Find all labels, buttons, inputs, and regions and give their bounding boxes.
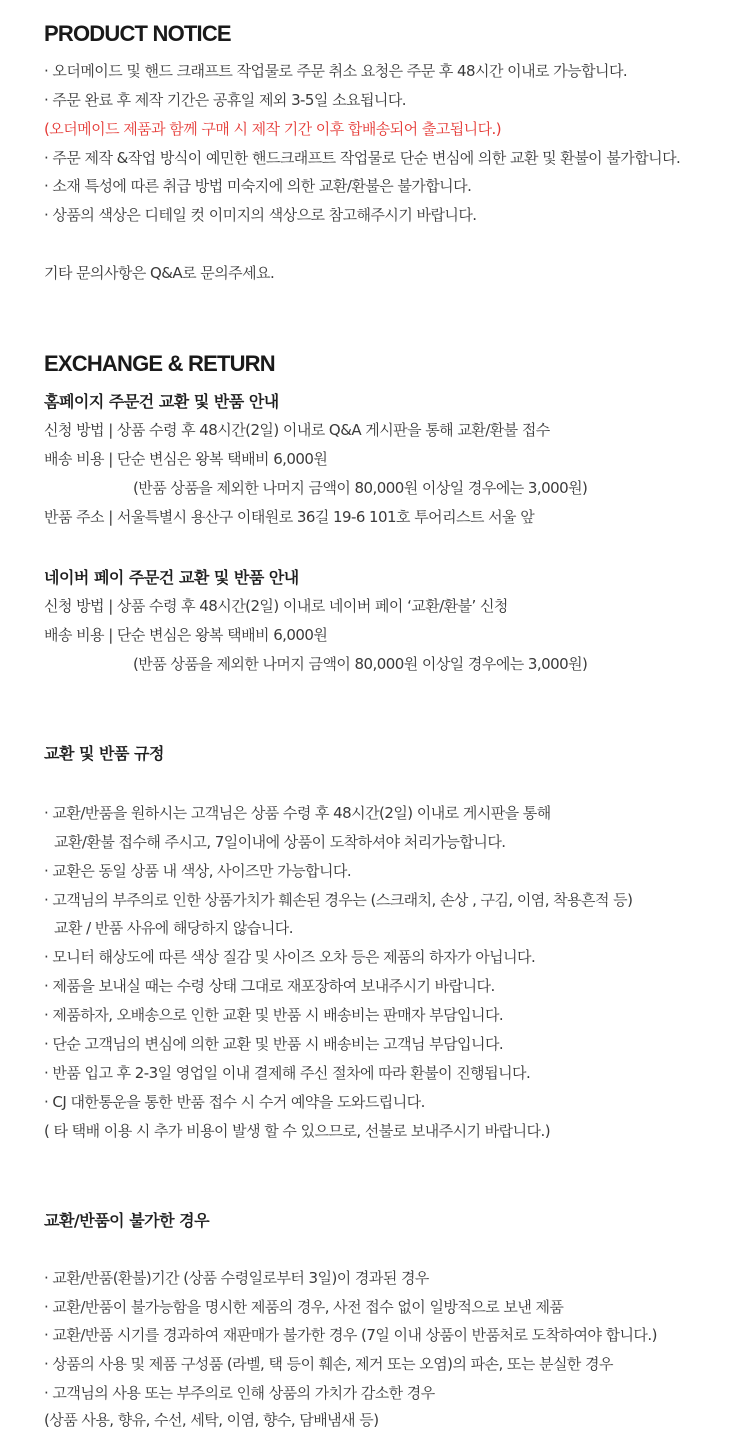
unavailable-title: 교환/반품이 불가한 경우 <box>44 1211 210 1230</box>
policy-line: ( 타 택배 이용 시 추가 비용이 발생 할 수 있으므로, 선불로 보내주시기 바랍니다.) <box>44 1122 551 1140</box>
policy-line: 교환/환불 접수해 주시고, 7일이내에 상품이 도착하셔야 처리가능합니다. <box>54 833 506 851</box>
homepage-return-address: 반품 주소 | 서울특별시 용산구 이태원로 36길 19-6 101호 투어리스트 서울 앞 <box>44 508 535 526</box>
policy-line: · 모니터 해상도에 따른 색상 질감 및 사이즈 오차 등은 제품의 하자가 아닙니다. <box>44 948 536 966</box>
policy-line: · 제품을 보내실 때는 수령 상태 그대로 재포장하여 보내주시기 바랍니다. <box>44 977 495 995</box>
policy-line: · 반품 입고 후 2-3일 영업일 이내 결제해 주신 절차에 따라 환불이 진행됩니다. <box>44 1064 531 1082</box>
naverpay-shipping-cost: 배송 비용 | 단순 변심은 왕복 택배비 6,000원 <box>44 626 328 644</box>
policy-line: · CJ 대한통운을 통한 반품 접수 시 수거 예약을 도와드립니다. <box>44 1093 425 1111</box>
policy-line: 교환 / 반품 사유에 해당하지 않습니다. <box>54 919 293 937</box>
homepage-shipping-cost: 배송 비용 | 단순 변심은 왕복 택배비 6,000원 <box>44 450 328 468</box>
notice-line-6: · 상품의 색상은 디테일 컷 이미지의 색상으로 참고해주시기 바랍니다. <box>44 206 477 224</box>
homepage-apply-method: 신청 방법 | 상품 수령 후 48시간(2일) 이내로 Q&A 게시판을 통해 교환/환불 접수 <box>44 421 550 439</box>
unavailable-line: · 교환/반품 시기를 경과하여 재판매가 불가한 경우 (7일 이내 상품이 반품처로 도착하여야 합니다.) <box>44 1326 657 1344</box>
policy-line: · 제품하자, 오배송으로 인한 교환 및 반품 시 배송비는 판매자 부담입니다. <box>44 1006 504 1024</box>
notice-line-2: · 주문 완료 후 제작 기간은 공휴일 제외 3-5일 소요됩니다. <box>44 91 406 109</box>
naverpay-shipping-note: (반품 상품을 제외한 나머지 금액이 80,000원 이상일 경우에는 3,000원) <box>133 655 588 673</box>
unavailable-line: · 상품의 사용 및 제품 구성품 (라벨, 택 등이 훼손, 제거 또는 오염)의 파손, 또는 분실한 경우 <box>44 1355 613 1373</box>
unavailable-line: (상품 사용, 향유, 수선, 세탁, 이염, 향수, 담배냄새 등) <box>44 1411 379 1429</box>
policy-line: · 단순 고객님의 변심에 의한 교환 및 반품 시 배송비는 고객님 부담입니다. <box>44 1035 504 1053</box>
policy-line: · 고객님의 부주의로 인한 상품가치가 훼손된 경우는 (스크래치, 손상 , 구김, 이염, 착용흔적 등) <box>44 891 633 909</box>
notice-highlight-line: (오더메이드 제품과 함께 구매 시 제작 기간 이후 합배송되어 출고됩니다.) <box>44 120 502 138</box>
notice-contact: 기타 문의사항은 Q&A로 문의주세요. <box>44 264 275 282</box>
product-notice-title: PRODUCT NOTICE <box>44 21 231 46</box>
unavailable-line: · 교환/반품(환불)기간 (상품 수령일로부터 3일)이 경과된 경우 <box>44 1269 429 1287</box>
naverpay-apply-method: 신청 방법 | 상품 수령 후 48시간(2일) 이내로 네이버 페이 ‘교환/환불’ 신청 <box>44 597 508 615</box>
unavailable-line: · 교환/반품이 불가능함을 명시한 제품의 경우, 사전 접수 없이 일방적으로 보낸 제품 <box>44 1298 564 1316</box>
policy-line: · 교환은 동일 상품 내 색상, 사이즈만 가능합니다. <box>44 862 352 880</box>
exchange-return-title: EXCHANGE & RETURN <box>44 351 275 376</box>
notice-line-4: · 주문 제작 &작업 방식이 예민한 핸드크래프트 작업물로 단순 변심에 의한 교환 및 환불이 불가합니다. <box>44 149 681 167</box>
naverpay-order-title: 네이버 페이 주문건 교환 및 반품 안내 <box>44 568 299 587</box>
policy-line: · 교환/반품을 원하시는 고객님은 상품 수령 후 48시간(2일) 이내로 게시판을 통해 <box>44 804 551 822</box>
homepage-shipping-note: (반품 상품을 제외한 나머지 금액이 80,000원 이상일 경우에는 3,000원) <box>133 479 588 497</box>
homepage-order-title: 홈페이지 주문건 교환 및 반품 안내 <box>44 392 279 411</box>
unavailable-line: · 고객님의 사용 또는 부주의로 인해 상품의 가치가 감소한 경우 <box>44 1384 435 1402</box>
policy-title: 교환 및 반품 규정 <box>44 744 164 763</box>
notice-line-5: · 소재 특성에 따른 취급 방법 미숙지에 의한 교환/환불은 불가합니다. <box>44 177 472 195</box>
notice-line-1: · 오더메이드 및 핸드 크래프트 작업물로 주문 취소 요청은 주문 후 48시간 이내로 가능합니다. <box>44 62 628 80</box>
